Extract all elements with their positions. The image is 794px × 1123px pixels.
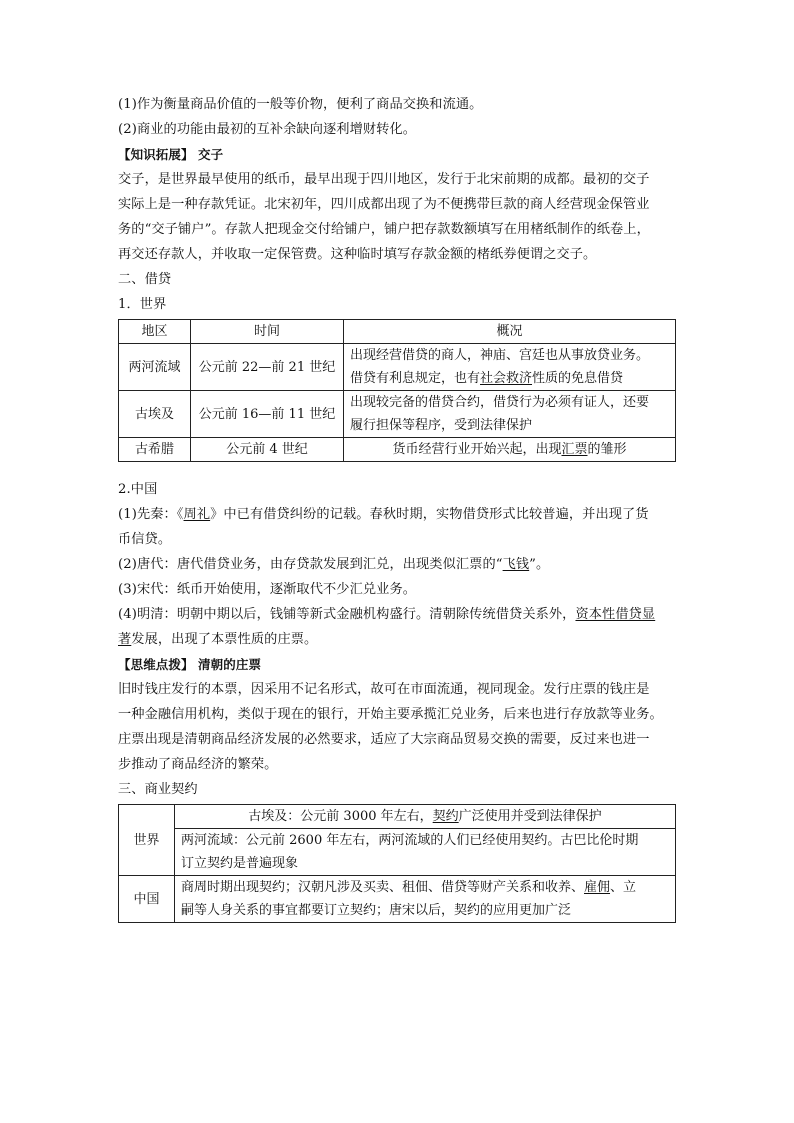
text: 广泛使用并受到法律保护	[458, 809, 602, 824]
cell-china-label: 中国	[119, 876, 175, 923]
cell-mesopotamia	[175, 829, 676, 876]
cell-region: 古希腊	[119, 438, 191, 462]
text: (4)明清：明朝中期以后，钱铺等新式金融机构盛行。清朝除传统借贷关系外，	[118, 607, 576, 622]
text: 》中已有借贷纠纷的记载。春秋时期，实物借贷形式比较普遍，并出现了货	[210, 507, 649, 522]
table-row	[119, 344, 676, 391]
knowledge-extension-heading: 【知识拓展】 交子	[118, 147, 224, 162]
thinking-line-2: 一种金融信用机构，类似于现在的银行，开始主要承揽汇兑业务，后来也进行存放款等业务。	[118, 707, 663, 722]
subsection-china: 2.中国	[118, 482, 158, 497]
underlined-term: 雇佣	[584, 880, 611, 895]
underlined-term: 社会救济	[480, 371, 533, 386]
text: (2)唐代：唐代借贷业务，由存贷款发展到汇兑，出现类似汇票的“	[118, 557, 503, 572]
text: 商周时期出现契约；汉朝凡涉及买卖、租佃、借贷等财产关系和收养、	[181, 880, 585, 895]
text: 的雏形	[587, 442, 627, 457]
cell-line: 两河流域：公元前 2600 年左右，两河流域的人们已经使用契约。古巴比伦时期	[181, 833, 639, 848]
china-point-4	[118, 602, 676, 627]
overview-line	[350, 367, 669, 390]
text: 借贷有利息规定，也有	[350, 371, 481, 386]
section-title-lending: 二、借贷	[118, 272, 172, 287]
text: 、立	[610, 880, 637, 895]
text: ”。	[529, 557, 550, 572]
underlined-term: 周礼	[183, 507, 211, 522]
header-region: 地区	[119, 320, 191, 344]
cell-world-label: 世界	[119, 805, 175, 876]
cell-overview	[344, 391, 676, 438]
thinking-tip-heading: 【思维点拨】 清朝的庄票	[118, 657, 262, 672]
china-point-1-cont: 币信贷。	[118, 532, 172, 547]
overview-line: 履行担保等程序，受到法律保护	[350, 418, 533, 433]
contract-table	[118, 804, 676, 923]
thinking-line-1: 旧时钱庄发行的本票，因采用不记名形式，故可在市面流通，视同现金。发行庄票的钱庄是	[118, 682, 650, 697]
text: 发展，出现了本票性质的庄票。	[131, 632, 318, 647]
cell-region: 两河流域	[119, 344, 191, 391]
extension-line-1: 交子，是世界最早使用的纸币，最早出现于四川地区，发行于北宋前期的成都。最初的交子	[118, 172, 650, 187]
cell-line	[181, 876, 669, 899]
table-row	[119, 829, 676, 876]
cell-time: 公元前 4 世纪	[191, 438, 344, 462]
cell-line: 嗣等人身关系的事宜都要订立契约；唐宋以后，契约的应用更加广泛	[181, 903, 572, 918]
cell-time: 公元前 22—前 21 世纪	[191, 344, 344, 391]
underlined-term: 著	[118, 632, 132, 647]
extension-line-2: 实际上是一种存款凭证。北宋初年，四川成都出现了为不便携带巨款的商人经营现金保管业	[118, 197, 650, 212]
underlined-term: 资本性借贷显	[575, 607, 656, 622]
extension-line-4: 再交还存款人，并收取一定保管费。这种临时填写存款金额的楮纸券便谓之交子。	[118, 247, 597, 262]
header-time: 时间	[191, 320, 344, 344]
cell-time: 公元前 16—前 11 世纪	[191, 391, 344, 438]
china-point-3: (3)宋代：纸币开始使用，逐渐取代不少汇兑业务。	[118, 582, 417, 597]
text: 古埃及：公元前 3000 年左右，	[248, 809, 433, 824]
table-row	[119, 876, 676, 923]
table-header-row	[119, 320, 676, 344]
intro-point-2: (2)商业的功能由最初的互补余缺向逐利增财转化。	[118, 122, 417, 137]
intro-point-1: (1)作为衡量商品价值的一般等价物，便利了商品交换和流通。	[118, 97, 483, 112]
text: (1)先秦：《	[118, 507, 184, 522]
cell-region: 古埃及	[119, 391, 191, 438]
underlined-term: 飞钱	[502, 557, 530, 572]
section-title-contract: 三、商业契约	[118, 782, 198, 797]
document-page	[118, 92, 676, 923]
thinking-line-3: 庄票出现是清朝商品经济发展的必然要求，适应了大宗商品贸易交换的需要，反过来也进一	[118, 732, 650, 747]
subsection-world: 1．世界	[118, 297, 167, 312]
underlined-term: 契约	[432, 809, 459, 824]
cell-line: 订立契约是普遍现象	[181, 856, 299, 871]
china-point-1	[118, 502, 676, 527]
thinking-line-4: 步推动了商品经济的繁荣。	[118, 757, 278, 772]
cell-overview	[344, 344, 676, 391]
table-row	[119, 438, 676, 462]
cell-overview	[344, 438, 676, 462]
china-point-4-cont	[118, 627, 676, 652]
header-overview: 概况	[344, 320, 676, 344]
table-row	[119, 805, 676, 829]
overview-line: 出现经营借贷的商人，神庙、宫廷也从事放贷业务。	[350, 348, 650, 363]
world-lending-table	[118, 319, 676, 462]
text: 货币经营行业开始兴起，出现	[392, 442, 562, 457]
china-point-2	[118, 552, 676, 577]
extension-line-3: 务的“交子铺户”。存款人把现金交付给铺户，铺户把存款数额填写在用楮纸制作的纸卷上，	[118, 222, 650, 237]
underlined-term: 汇票	[561, 442, 588, 457]
cell-china	[175, 876, 676, 923]
text: 性质的免息借贷	[532, 371, 624, 386]
overview-line: 出现较完备的借贷合约，借贷行为必须有证人，还要	[350, 395, 650, 410]
table-row	[119, 391, 676, 438]
cell-egypt	[175, 805, 676, 829]
